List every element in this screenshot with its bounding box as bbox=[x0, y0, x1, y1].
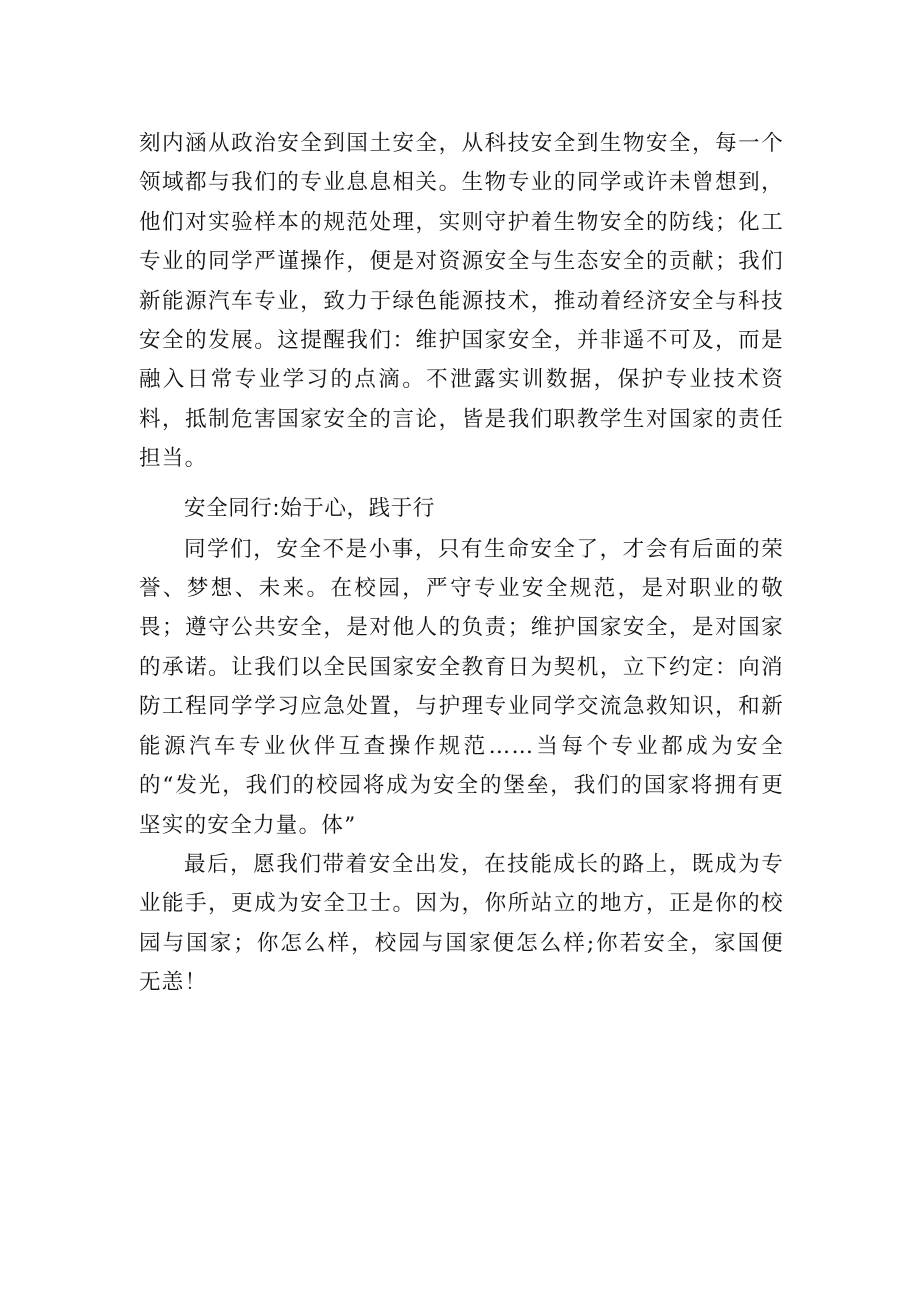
text-line: 梦想、未来。在校园，严守专业安全规范，是对职业的敬畏；遵守公 bbox=[139, 576, 784, 641]
text-line: 都与我们的专业息息相关。生物专业的同学或许未曾想到，他们对实 bbox=[139, 170, 784, 235]
document-page bbox=[139, 124, 784, 1003]
text-line: 致力于绿色能源技术，推动着经济安全与科技安全的发展。这提醒我 bbox=[139, 288, 784, 354]
text-line: 谨操作，便是对资源安全与生态安全的贡献；我们新能源汽车专业， bbox=[139, 249, 784, 314]
paragraph-safety-commitment bbox=[139, 530, 784, 845]
text-line: 以全民国家安全教育日为契机，立下约定：向消防工程同学学习应急 bbox=[139, 654, 784, 720]
text-line: 不泄露实训数据，保护专业技术资料，抵制危害国家安全的言论，皆 bbox=[139, 367, 784, 432]
section-heading: 安全同行:始于心，践于行 bbox=[184, 495, 435, 521]
text-line: 验样本的规范处理，实则守护着生物安全的防线；化工专业的同学严 bbox=[139, 209, 785, 275]
text-line: 手，更成为安全卫士。因为，你所站立的地方，正是你的校园与国家； bbox=[139, 891, 784, 956]
text-line: 刻内涵从政治安全到国土安全，从科技安全到生物安全，每一个领域 bbox=[139, 131, 784, 196]
text-line: 是我们职教学生对国家的责任担当。 bbox=[139, 406, 784, 472]
text-line: 的堡垒，我们的国家将拥有更坚实的安全力量。体” bbox=[139, 773, 784, 838]
text-line: 作规范……当每个专业都成为安全的“发光，我们的校园将成为安全 bbox=[139, 733, 784, 799]
text-line: 们：维护国家安全，并非遥不可及，而是融入日常专业学习的点滴。 bbox=[139, 328, 784, 393]
text-line: 同学们，安全不是小事，只有生命安全了，才会有后面的荣誉、 bbox=[139, 536, 784, 602]
text-line: 共安全，是对他人的负责；维护国家安全，是对国家的承诺。让我们 bbox=[139, 615, 784, 680]
paragraph-national-security-fields bbox=[139, 124, 784, 479]
text-line: 你怎么样，校园与国家便怎么样;你若安全，家国便无恙！ bbox=[139, 930, 784, 996]
text-line: 最后，愿我们带着安全出发，在技能成长的路上，既成为专业能 bbox=[139, 851, 784, 917]
paragraph-closing bbox=[139, 845, 784, 1003]
text-line: 处置，与护理专业同学交流急救知识，和新能源汽车专业伙伴互查操 bbox=[139, 694, 785, 759]
